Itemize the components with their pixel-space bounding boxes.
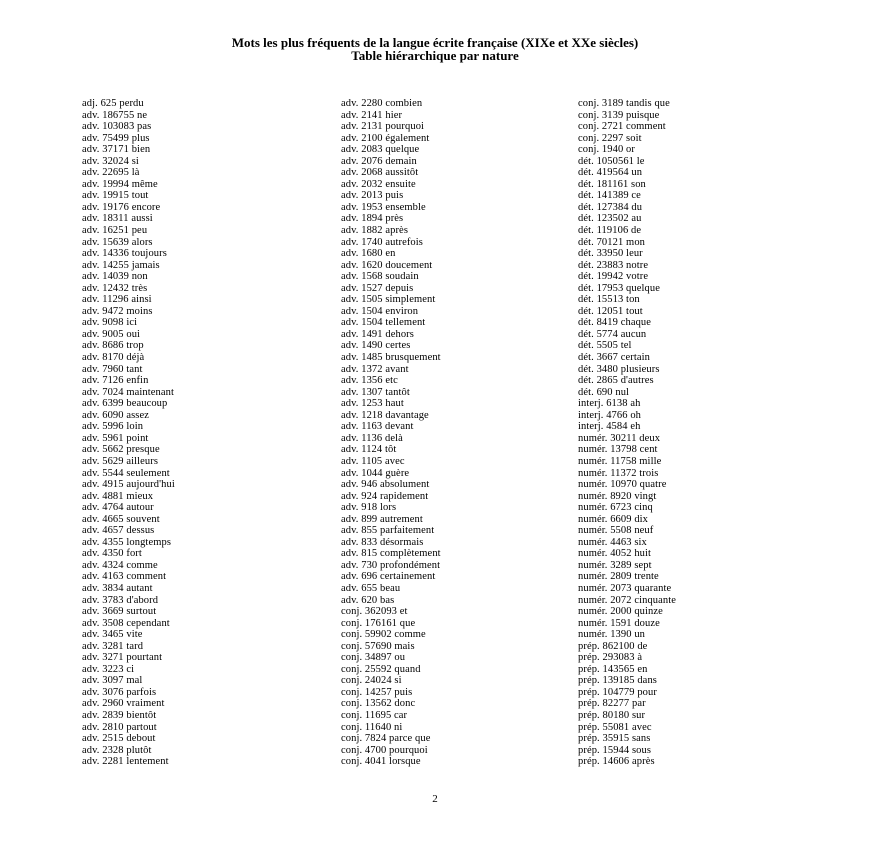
word-entry: conj. 11640 ni: [341, 721, 403, 733]
word-entry: adv. 12432 très: [82, 282, 148, 294]
word-entry: conj. 13562 donc: [341, 698, 416, 710]
word-entry: adv. 918 lors: [341, 502, 397, 514]
word-entry: adv. 6399 beaucoup: [82, 398, 168, 410]
word-entry: dét. 3667 certain: [578, 352, 650, 364]
word-entry: adv. 2013 puis: [341, 190, 404, 202]
word-entry: dét. 33950 leur: [578, 248, 643, 260]
word-entry: adv. 2083 quelque: [341, 144, 420, 156]
word-entry: adv. 3783 d'abord: [82, 594, 159, 606]
word-entry: numér. 4463 six: [578, 536, 647, 548]
word-entry: numér. 11758 mille: [578, 455, 662, 467]
document-title: Mots les plus fréquents de la langue écrite française (XIXe et XXe siècles): [231, 35, 639, 50]
word-entry: adv. 5544 seulement: [82, 467, 170, 479]
word-entry: adv. 32024 si: [82, 155, 139, 167]
word-entry: prép. 139185 dans: [578, 675, 657, 687]
word-entry: numér. 2072 cinquante: [578, 594, 677, 606]
word-entry: adv. 6090 assez: [82, 409, 150, 421]
word-entry: adv. 1894 près: [341, 213, 404, 225]
word-entry: adv. 1485 brusquement: [341, 352, 441, 364]
word-entry: interj. 4584 eh: [578, 421, 641, 433]
word-entry: dét. 12051 tout: [578, 305, 643, 317]
word-entry: adv. 14039 non: [82, 271, 148, 283]
word-entry: adv. 946 absolument: [341, 479, 430, 491]
word-entry: dét. 5505 tel: [578, 340, 632, 352]
word-entry: numér. 1390 un: [578, 629, 646, 641]
word-entry: conj. 3189 tandis que: [578, 98, 670, 109]
word-entry: adv. 5629 ailleurs: [82, 455, 159, 467]
word-entry: adv. 4163 comment: [82, 571, 167, 583]
word-entry: conj. 3139 puisque: [578, 109, 660, 121]
word-entry: adv. 1044 guère: [341, 467, 410, 479]
word-entry: adv. 924 rapidement: [341, 490, 429, 502]
word-entry: adv. 1504 tellement: [341, 317, 426, 329]
word-entry: prép. 55081 avec: [578, 721, 652, 733]
word-entry: adv. 4350 fort: [82, 548, 142, 560]
word-entry: adv. 1163 devant: [341, 421, 414, 433]
word-entry: numér. 2000 quinze: [578, 606, 663, 618]
word-entry: adv. 1218 davantage: [341, 409, 429, 421]
word-entry: adv. 186755 ne: [82, 109, 148, 121]
word-entry: adv. 7024 maintenant: [82, 386, 175, 398]
word-entry: adv. 9098 ici: [82, 317, 138, 329]
word-entry: adv. 9005 oui: [82, 328, 141, 340]
word-entry: adv. 1124 tôt: [341, 444, 397, 456]
word-entry: adv. 3076 parfois: [82, 686, 157, 698]
word-entry: conj. 4041 lorsque: [341, 756, 421, 768]
word-entry: dét. 419564 un: [578, 167, 643, 179]
word-entry: adv. 9472 moins: [82, 305, 153, 317]
word-entry: adv. 1136 delà: [341, 432, 403, 444]
word-entry: interj. 6138 ah: [578, 398, 641, 410]
word-entry: adv. 3097 mal: [82, 675, 143, 687]
word-entry: adv. 1527 depuis: [341, 282, 414, 294]
word-entry: adv. 2810 partout: [82, 721, 157, 733]
word-entry: adv. 3669 surtout: [82, 606, 157, 618]
word-entry: numér. 3289 sept: [578, 559, 652, 571]
word-entry: adv. 4355 longtemps: [82, 536, 172, 548]
word-entry: adv. 19176 encore: [82, 201, 161, 213]
word-entry: conj. 24024 si: [341, 675, 402, 687]
word-entry: adv. 3508 cependant: [82, 617, 170, 629]
word-entry: adv. 2281 lentement: [82, 756, 169, 768]
word-entry: conj. 14257 puis: [341, 686, 413, 698]
word-column-1: [82, 98, 175, 768]
word-entry: adv. 2076 demain: [341, 155, 417, 167]
word-entry: prép. 82277 par: [578, 698, 646, 710]
word-entry: conj. 176161 que: [341, 617, 416, 629]
word-entry: adv. 1568 soudain: [341, 271, 419, 283]
word-entry: dét. 19942 votre: [578, 271, 649, 283]
word-entry: adv. 16251 peu: [82, 225, 148, 237]
word-entry: adv. 75499 plus: [82, 132, 150, 144]
word-entry: dét. 119106 de: [578, 225, 642, 237]
word-entry: adv. 655 beau: [341, 582, 401, 594]
word-entry: adj. 625 perdu: [82, 98, 144, 109]
word-entry: adv. 11296 ainsi: [82, 294, 152, 306]
word-entry: adv. 5662 presque: [82, 444, 160, 456]
word-entry: adv. 899 autrement: [341, 513, 423, 525]
word-entry: numér. 11372 trois: [578, 467, 659, 479]
word-entry: adv. 1882 après: [341, 225, 409, 237]
word-entry: adv. 18311 aussi: [82, 213, 153, 225]
word-entry: numér. 5508 neuf: [578, 525, 654, 537]
word-entry: dét. 123502 au: [578, 213, 642, 225]
word-entry: dét. 23883 notre: [578, 259, 649, 271]
word-entry: adv. 1505 simplement: [341, 294, 436, 306]
word-entry: conj. 7824 parce que: [341, 733, 431, 745]
word-entry: numér. 8920 vingt: [578, 490, 657, 502]
word-entry: numér. 30211 deux: [578, 432, 661, 444]
word-entry: conj. 2721 comment: [578, 121, 666, 133]
word-entry: adv. 1105 avec: [341, 455, 405, 467]
word-entry: dét. 5774 aucun: [578, 328, 647, 340]
word-entry: adv. 14336 toujours: [82, 248, 167, 260]
word-entry: adv. 37171 bien: [82, 144, 151, 156]
word-entry: numér. 13798 cent: [578, 444, 658, 456]
word-entry: adv. 8686 trop: [82, 340, 144, 352]
word-entry: conj. 2297 soit: [578, 132, 642, 144]
word-entry: conj. 57690 mais: [341, 640, 415, 652]
word-entry: adv. 19994 même: [82, 178, 158, 190]
word-entry: adv. 3223 ci: [82, 663, 135, 675]
word-entry: prép. 293083 à: [578, 652, 643, 664]
word-entry: adv. 1307 tantôt: [341, 386, 410, 398]
word-entry: adv. 2131 pourquoi: [341, 121, 425, 133]
word-entry: conj. 25592 quand: [341, 663, 421, 675]
word-entry: prép. 104779 pour: [578, 686, 657, 698]
word-entry: adv. 2032 ensuite: [341, 178, 416, 190]
word-entry: adv. 2100 également: [341, 132, 430, 144]
word-entry: adv. 4764 autour: [82, 502, 154, 514]
word-entry: adv. 5961 point: [82, 432, 149, 444]
word-entry: adv. 1491 dehors: [341, 328, 414, 340]
word-entry: dét. 3480 plusieurs: [578, 363, 660, 375]
word-entry: adv. 1356 etc: [341, 375, 398, 387]
word-entry: adv. 4665 souvent: [82, 513, 160, 525]
word-entry: adv. 1680 en: [341, 248, 396, 260]
word-entry: adv. 696 certainement: [341, 571, 436, 583]
word-column-3: [578, 98, 676, 768]
word-entry: adv. 4915 aujourd'hui: [82, 479, 175, 491]
word-entry: dét. 2865 d'autres: [578, 375, 654, 387]
word-entry: adv. 14255 jamais: [82, 259, 160, 271]
word-entry: conj. 362093 et: [341, 606, 408, 618]
word-entry: adv. 2839 bientôt: [82, 709, 157, 721]
word-entry: conj. 11695 car: [341, 709, 408, 721]
word-entry: adv. 103083 pas: [82, 121, 152, 133]
word-entry: adv. 22695 là: [82, 167, 140, 179]
word-entry: dét. 127384 du: [578, 201, 643, 213]
word-entry: adv. 1504 environ: [341, 305, 419, 317]
word-entry: adv. 3465 vite: [82, 629, 143, 641]
word-entry: numér. 6723 cinq: [578, 502, 653, 514]
word-entry: dét. 15513 ton: [578, 294, 640, 306]
word-entry: adv. 7960 tant: [82, 363, 143, 375]
page-number: 2: [432, 793, 438, 805]
word-entry: dét. 690 nul: [578, 386, 630, 398]
word-entry: dét. 17953 quelque: [578, 282, 660, 294]
word-entry: numér. 4052 huit: [578, 548, 652, 560]
word-entry: adv. 1953 ensemble: [341, 201, 426, 213]
word-entry: adv. 855 parfaitement: [341, 525, 435, 537]
word-entry: numér. 2073 quarante: [578, 582, 672, 594]
word-entry: adv. 8170 déjà: [82, 352, 145, 364]
word-entry: adv. 15639 alors: [82, 236, 153, 248]
word-entry: adv. 3271 pourtant: [82, 652, 163, 664]
word-entry: adv. 2280 combien: [341, 98, 423, 109]
word-entry: prép. 80180 sur: [578, 709, 646, 721]
word-entry: adv. 2141 hier: [341, 109, 403, 121]
word-column-2: [341, 98, 441, 768]
word-entry: conj. 59902 comme: [341, 629, 426, 641]
word-entry: conj. 4700 pourquoi: [341, 744, 428, 756]
word-entry: dét. 8419 chaque: [578, 317, 652, 329]
word-entry: prép. 35915 sans: [578, 733, 651, 745]
document-subtitle: Table hiérarchique par nature: [351, 48, 519, 63]
word-entry: adv. 4657 dessus: [82, 525, 155, 537]
word-entry: adv. 1740 autrefois: [341, 236, 423, 248]
word-entry: adv. 1253 haut: [341, 398, 404, 410]
word-entry: adv. 4881 mieux: [82, 490, 154, 502]
word-entry: prép. 143565 en: [578, 663, 648, 675]
word-entry: adv. 7126 enfin: [82, 375, 149, 387]
word-entry: numér. 10970 quatre: [578, 479, 667, 491]
word-entry: conj. 34897 ou: [341, 652, 406, 664]
word-entry: adv. 4324 comme: [82, 559, 158, 571]
word-entry: conj. 1940 or: [578, 144, 635, 156]
word-entry: numér. 6609 dix: [578, 513, 649, 525]
word-entry: dét. 1050561 le: [578, 155, 645, 167]
word-entry: interj. 4766 oh: [578, 409, 642, 421]
word-entry: adv. 1490 certes: [341, 340, 411, 352]
word-entry: adv. 620 bas: [341, 594, 395, 606]
word-entry: adv. 815 complètement: [341, 548, 441, 560]
word-entry: dét. 181161 son: [578, 178, 646, 190]
word-entry: adv. 2068 aussitôt: [341, 167, 419, 179]
word-entry: numér. 2809 trente: [578, 571, 659, 583]
word-entry: adv. 2960 vraiment: [82, 698, 165, 710]
word-entry: dét. 141389 ce: [578, 190, 641, 202]
word-entry: adv. 19915 tout: [82, 190, 149, 202]
word-entry: dét. 70121 mon: [578, 236, 646, 248]
word-entry: prép. 14606 après: [578, 756, 655, 768]
word-entry: adv. 5996 loin: [82, 421, 144, 433]
word-entry: adv. 833 désormais: [341, 536, 424, 548]
word-entry: adv. 1372 avant: [341, 363, 409, 375]
word-entry: adv. 3281 tard: [82, 640, 144, 652]
word-entry: adv. 1620 doucement: [341, 259, 433, 271]
word-entry: prép. 15944 sous: [578, 744, 652, 756]
word-entry: adv. 2515 debout: [82, 733, 156, 745]
word-entry: adv. 3834 autant: [82, 582, 153, 594]
word-entry: numér. 1591 douze: [578, 617, 660, 629]
word-entry: prép. 862100 de: [578, 640, 648, 652]
word-entry: adv. 730 profondément: [341, 559, 441, 571]
word-entry: adv. 2328 plutôt: [82, 744, 152, 756]
